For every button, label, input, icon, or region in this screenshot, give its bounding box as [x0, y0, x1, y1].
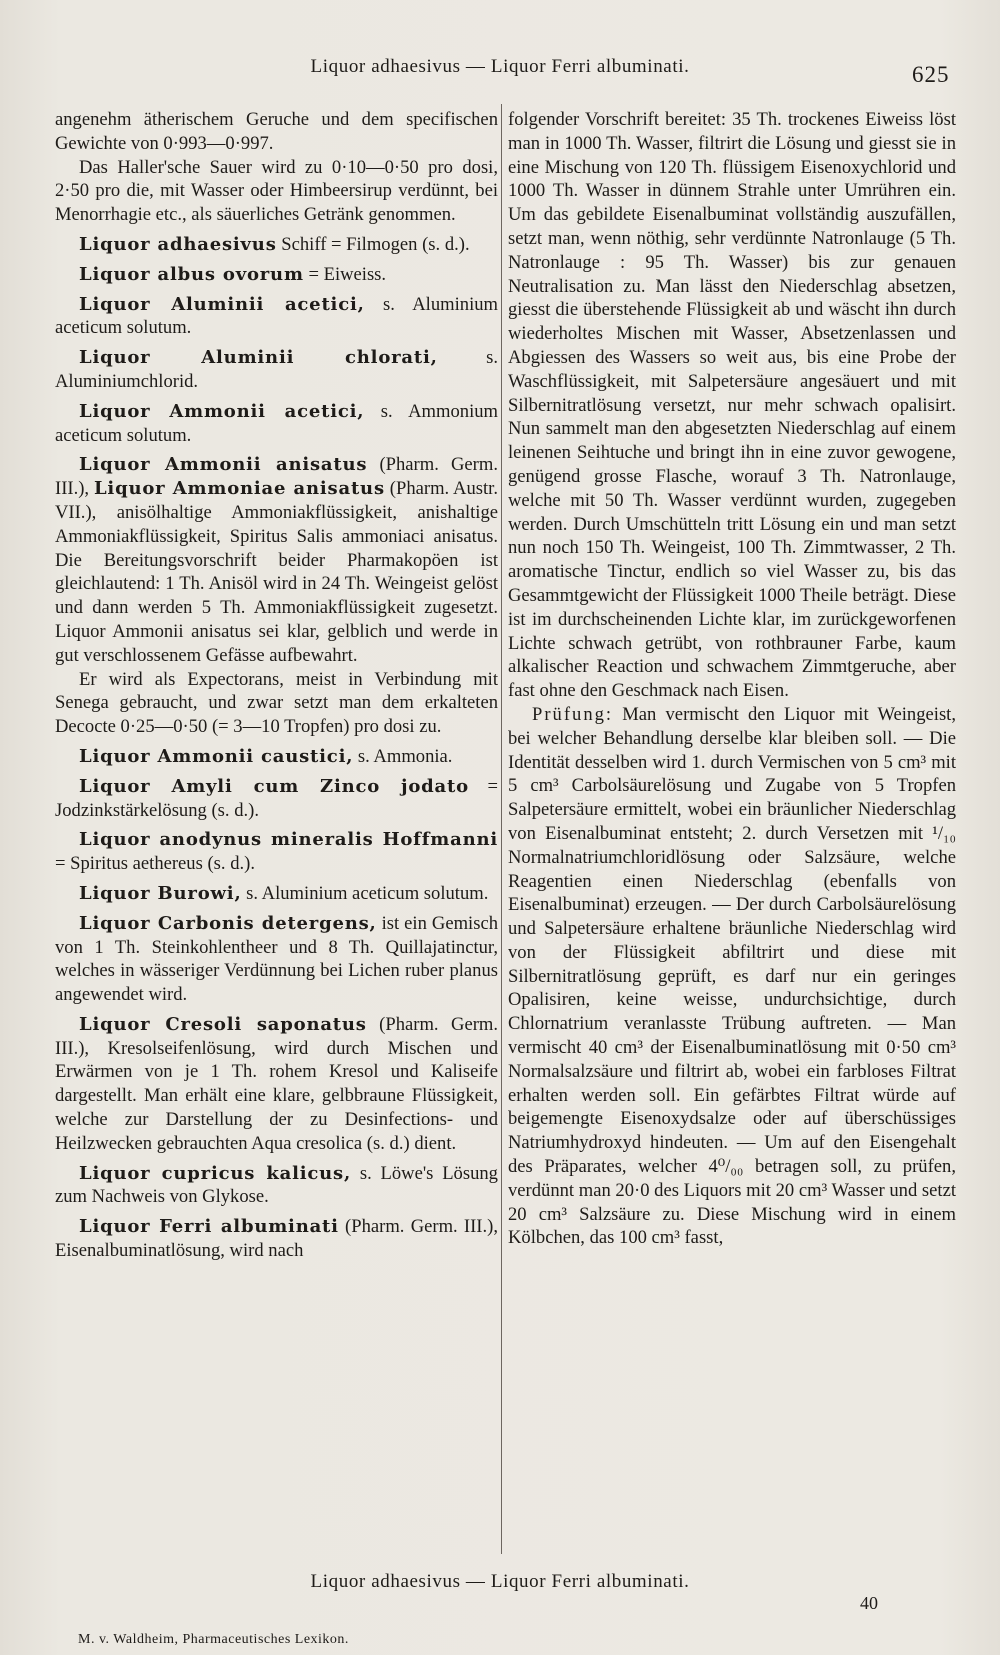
entry-text: s. Ammonia.	[353, 745, 453, 767]
dictionary-entry	[55, 828, 498, 876]
entry-text: (Pharm. Germ. III.),	[55, 454, 498, 500]
paragraph	[508, 703, 956, 1250]
entry-headword: Liquor Ammonii anisatus	[79, 454, 368, 476]
column-divider	[501, 104, 502, 1554]
paragraph: angenehm ätherischem Geruche und dem specifischen Gewichte von 0·993—0·997.	[55, 109, 498, 154]
entry-text: = Jodzinkstärkelösung (s. d.).	[55, 775, 499, 821]
entry-headword: Liquor adhaesivus	[79, 233, 277, 255]
entry-headword: Liquor albus ovorum	[79, 263, 304, 285]
entry-text: = Spiritus aethereus (s. d.).	[55, 853, 256, 875]
entry-text: (Pharm. Germ. III.), Eisenalbuminatlösung, wird nach	[55, 1216, 498, 1262]
paragraph: folgender Vorschrift bereitet: 35 Th. trockenes Eiweiss löst man in 1000 Th. Wasser, filtrirt die Lösung und giesst sie in eine Mischung von 120 Th. flüssigem Eisenoxychlorid und 1000 Th. Wasser in dünnem Strahle unter Umrühren ein. Um das gebildete Eisenalbuminat vollständig auszufällen, setzt man, wenn nöthig, sehr verdünnte Natronlauge (5 Th. Natronlauge : 95 Th. Wasser) bis zur genauen Neutralisation zu. Man lässt den Niederschlag absetzen, giesst die überstehende Flüssigkeit ab und wäscht ihn durch wiederholtes Mischen mit Wasser, Absetzenlassen und Abgiessen des Wassers so weit aus, bis eine Probe der Waschflüssigkeit, mit Salpetersäure angesäuert und mit Silbernitratlösung versetzt, nur mehr schwach opalisirt. Nun sammelt man den abgesetzten Niederschlag auf einem leinenen Seihtuche und bringt ihn in eine zuvor gewogene, genügend grosse Flasche, worauf 3 Th. Natronlauge, welche mit 50 Th. Wasser verdünnt wurden, zugegeben werden. Durch Umschütteln tritt Lösung ein und man setzt nun noch 150 Th. Weingeist, 100 Th. Zimmtwasser, 2 Th. aromatische Tinctur, endlich so viel Wasser zu, bis das Gesammtgewicht der Flüssigkeit 1000 Theile beträgt. Diese ist im durchscheinenden Lichte klar, im zurückgeworfenen Lichte schwach getrübt, von rothbrauner Farbe, kaum alkalischer Reaction und schwachem Zimmtgeruche, aber fast ohne den Geschmack nach Eisen.	[508, 109, 956, 702]
section-label: Prüfung:	[532, 703, 614, 725]
entry-headword: Liquor Amyli cum Zinco jodato	[79, 775, 469, 797]
entry-headword: Liquor Aluminii chlorati,	[79, 347, 438, 369]
entry-headword: Liquor Carbonis detergens,	[79, 912, 377, 934]
dictionary-entry	[55, 882, 498, 906]
dictionary-entry	[55, 263, 498, 287]
entry-headword: Liquor Ammonii caustici,	[79, 745, 354, 767]
dictionary-entry	[55, 1215, 498, 1263]
entry-headword: Liquor Ammoniae anisatus	[93, 478, 385, 500]
dictionary-entry	[55, 293, 498, 341]
entry-text: s. Aluminiumchlorid.	[55, 347, 498, 392]
entry-headword: Liquor Ferri albuminati	[79, 1216, 339, 1238]
entry-text: (Pharm. Austr. VII.), anisölhaltige Ammoniakflüssigkeit, anishaltige Ammoniakflüssigkeit, Spiritus Salis ammoniaci anisatus. Die Bereitungsvorschrift beider Pharmakopöen ist gleichlautend: 1 Th. Anisöl wird in 24 Th. Weingeist gelöst und dann werden 5 Th. Ammoniakflüssigkeit zugesetzt. Liquor Ammonii anisatus sei klar, gelblich und werde in gut verschlossenem Gefässe aufbewahrt.	[55, 478, 498, 666]
paragraph-text: Man vermischt den Liquor mit Weingeist, bei welcher Behandlung derselbe klar bleiben soll. — Die Identität desselben wird 1. durch Vermischen von 5 cm³ mit 5 cm³ Carbolsäurelösung und Zugabe von 5 Tropfen Salpetersäure ermittelt, wobei ein bräunlicher Niederschlag von Eisenalbuminat entsteht; 2. durch Versetzen mit ¹/₁₀ Normalnatriumchloridlösung oder Salzsäure, welche Reagentien einen Niederschlag (ebenfalls von Eisenalbuminat) erzeugen. — Der durch Carbolsäurelösung und Salpetersäure erhaltene bräunliche Niederschlag wird von der Flüssigkeit abfiltrirt und diese mit Silbernitratlösung geprüft, es darf nur ein geringes Opalisiren, keine weisse, undurchsichtige, durch Chlornatrium veranlasste Trübung auftreten. — Man vermischt 40 cm³ der Eisenalbuminatlösung mit 0·50 cm³ Normalsalzsäure und filtrirt ab, wobei ein farbloses Filtrat erhalten werden soll. Ein gefärbtes Filtrat würde auf beigemengte Eisenoxydsalze oder auf überschüssiges Natriumhydroxyd hindeuten. — Um auf den Eisengehalt des Präparates, welcher 4⁰/₀₀ betragen soll, zu prüfen, verdünnt man 20·0 des Liquors mit 20 cm³ Wasser und setzt 20 cm³ Salzsäure zu. Diese Mischung wird in einem Kölbchen, das 100 cm³ fasst,	[508, 703, 956, 1249]
entry-headword: Liquor Cresoli saponatus	[79, 1013, 367, 1035]
left-column	[55, 108, 498, 1263]
entry-text: (Pharm. Germ. III.), Kresolseifenlösung, wird durch Mischen und Erwärmen von je 1 Th. rohem Kresol und Kaliseife dargestellt. Man erhält eine klare, gelbbraune Flüssigkeit, welche zur Darstellung der zu Desinfections- und Heilzwecken gebrauchten Aqua cresolica (s. d.) dient.	[55, 1013, 498, 1154]
entry-text: Schiff = Filmogen (s. d.).	[276, 233, 470, 255]
running-head: Liquor adhaesivus — Liquor Ferri albuminati.	[310, 56, 690, 77]
dictionary-entry	[55, 453, 498, 667]
footer-running-title: Liquor adhaesivus — Liquor Ferri albuminati.	[310, 1571, 690, 1592]
dictionary-entry	[55, 233, 498, 257]
sheet-number: 40	[860, 1593, 878, 1613]
right-column	[508, 108, 956, 1250]
entry-text: = Eiweiss.	[303, 263, 387, 285]
dictionary-entry	[55, 1013, 498, 1156]
entry-text: s. Löwe's Lösung zum Nachweis von Glykose.	[55, 1162, 498, 1208]
entry-headword: Liquor Burowi,	[79, 882, 242, 904]
dictionary-entry	[55, 745, 498, 769]
publisher-imprint: M. v. Waldheim, Pharmaceutisches Lexikon.	[78, 1632, 349, 1647]
entry-text: ist ein Gemisch von 1 Th. Steinkohlentheer und 8 Th. Quillajatinctur, welches in wässeriger Verdünnung bei Lichen ruber planus angewendet wird.	[55, 912, 498, 1006]
entry-headword: Liquor cupricus kalicus,	[79, 1162, 352, 1184]
page-number: 625	[912, 62, 950, 87]
entry-text: s. Aluminium aceticum solutum.	[55, 293, 498, 339]
paragraph: Er wird als Expectorans, meist in Verbindung mit Senega gebraucht, und zwar setzt man dem erkalteten Decocte 0·25—0·50 (= 3—10 Tropfen) pro dosi zu.	[55, 668, 498, 738]
dictionary-entry	[55, 400, 498, 448]
dictionary-entry	[55, 346, 498, 394]
entry-headword: Liquor Aluminii acetici,	[79, 293, 365, 315]
dictionary-entry	[55, 912, 498, 1007]
entry-headword: Liquor Ammonii acetici,	[79, 400, 365, 422]
entry-text: s. Ammonium aceticum solutum.	[55, 400, 498, 446]
dictionary-entry	[55, 775, 498, 823]
entry-text: s. Aluminium aceticum solutum.	[241, 882, 489, 904]
dictionary-entry	[55, 1162, 498, 1210]
paragraph: Das Haller'sche Sauer wird zu 0·10—0·50 pro dosi, 2·50 pro die, mit Wasser oder Himbeersirup verdünnt, bei Menorrhagie etc., als säuerliches Getränk genommen.	[55, 156, 498, 226]
entry-headword: Liquor anodynus mineralis Hoffmanni	[79, 829, 498, 851]
